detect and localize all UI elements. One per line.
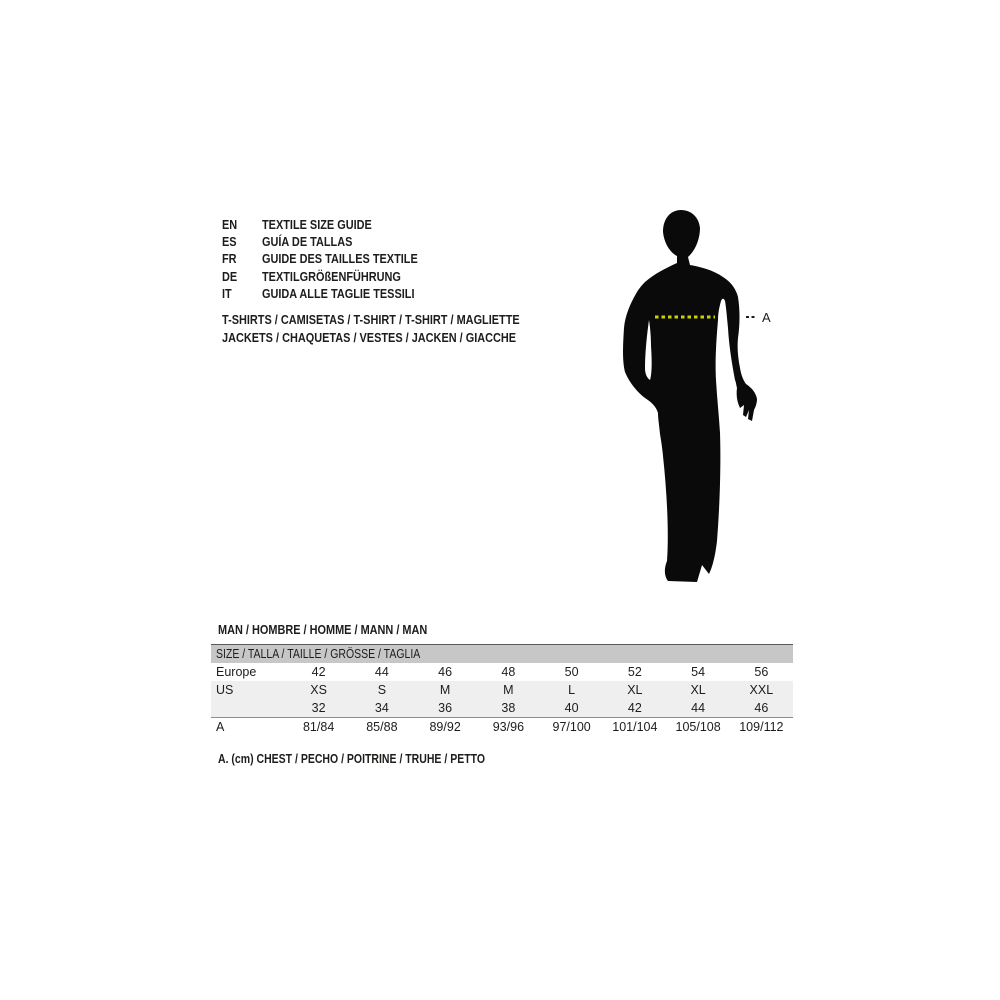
language-list [222, 216, 447, 302]
numeric-size: 40 [564, 701, 579, 715]
numeric-size: 42 [627, 701, 642, 715]
table-row-chest-a [211, 717, 793, 736]
chest-range: 81/84 [302, 720, 335, 734]
size-table [211, 644, 793, 736]
size-table-header: SIZE / TALLA / TAILLE / GRÖSSE / TAGLIA [216, 647, 421, 661]
language-row-it [222, 285, 447, 302]
measure-label-a: A [762, 310, 771, 325]
us-size: M [503, 683, 514, 697]
europe-size: 56 [754, 665, 769, 679]
chest-range: 105/108 [675, 720, 721, 734]
us-size: M [439, 683, 451, 697]
us-size: XXL [749, 683, 774, 697]
language-code-it: IT [222, 285, 232, 301]
man-silhouette [623, 210, 757, 582]
size-table-header-row [211, 645, 793, 663]
chest-range: 101/104 [612, 720, 658, 734]
language-row-en [222, 216, 447, 233]
numeric-size: 46 [754, 701, 769, 715]
language-code-de: DE [222, 268, 238, 284]
language-title-es: GUÍA DE TALLAS [262, 234, 353, 250]
section-title-man: MAN / HOMBRE / HOMME / MANN / MAN [218, 621, 428, 637]
row-label-a: A [216, 720, 225, 734]
us-size: XS [310, 683, 327, 697]
us-size: XL [690, 683, 706, 697]
language-title-de: TEXTILGRÖßENFÜHRUNG [262, 268, 401, 284]
chest-range: 109/112 [739, 720, 784, 734]
man-figure [616, 208, 776, 590]
numeric-size: 44 [691, 701, 706, 715]
language-code-es: ES [222, 234, 237, 250]
table-row-numeric [211, 699, 793, 717]
chest-range: 85/88 [366, 720, 398, 734]
language-row-es [222, 233, 447, 250]
us-size: XL [627, 683, 643, 697]
language-code-en: EN [222, 217, 238, 233]
numeric-size: 32 [311, 701, 326, 715]
europe-size: 42 [311, 665, 326, 679]
language-code-fr: FR [222, 251, 237, 267]
table-row-europe [211, 663, 793, 681]
language-row-fr [222, 250, 447, 267]
language-title-en: TEXTILE SIZE GUIDE [262, 217, 372, 233]
measurement-note: A. (cm) CHEST / PECHO / POITRINE / TRUHE / PETTO [218, 752, 486, 766]
language-row-de [222, 268, 447, 285]
man-figure-svg [616, 208, 776, 590]
language-title-it: GUIDA ALLE TAGLIE TESSILI [262, 285, 415, 301]
numeric-size: 36 [438, 701, 453, 715]
category-title [222, 310, 576, 347]
europe-size: 52 [627, 665, 642, 679]
category-line-jackets: JACKETS / CHAQUETAS / VESTES / JACKEN / GIACCHE [222, 330, 517, 346]
language-title-fr: GUIDE DES TAILLES TEXTILE [262, 251, 418, 267]
europe-size: 50 [564, 665, 579, 679]
europe-size: 44 [374, 665, 389, 679]
row-label-europe: Europe [216, 665, 257, 679]
us-size: L [568, 683, 576, 697]
chest-range: 89/92 [429, 720, 461, 734]
table-row-us [211, 681, 793, 699]
europe-size: 48 [501, 665, 516, 679]
row-label-us: US [216, 683, 234, 697]
europe-size: 54 [691, 665, 706, 679]
numeric-size: 38 [501, 701, 516, 715]
europe-size: 46 [438, 665, 453, 679]
us-size: S [377, 683, 387, 697]
chest-range: 93/96 [492, 720, 525, 734]
chest-range: 97/100 [552, 720, 591, 734]
numeric-size: 34 [374, 701, 389, 715]
category-line-tshirts: T-SHIRTS / CAMISETAS / T-SHIRT / T-SHIRT / MAGLIETTE [222, 311, 520, 327]
